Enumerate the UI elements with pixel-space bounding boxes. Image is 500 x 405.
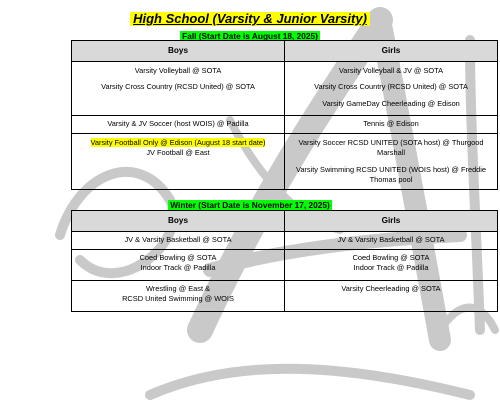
- cell-line: Indoor Track @ Padilla: [140, 263, 216, 273]
- table-row: [72, 116, 498, 134]
- fall-subtitle: Fall (Start Date is August 18, 2025): [182, 31, 318, 41]
- winter-table: [71, 210, 498, 312]
- winter-subtitle: Winter (Start Date is November 17, 2025): [170, 200, 330, 210]
- table-row: [72, 232, 498, 250]
- cell-line: Wrestling @ East &: [145, 284, 211, 293]
- cell-line: JV & Varsity Basketball @ SOTA: [337, 235, 445, 245]
- cell-line: Indoor Track @ Padilla: [353, 263, 429, 273]
- page-title: High School (Varsity & Junior Varsity): [130, 12, 370, 26]
- cell-line: Varsity Soccer RCSD UNITED (SOTA host) @ Thurgood Marshall: [298, 138, 484, 158]
- fall-row1-girls: [285, 62, 498, 116]
- fall-header-boys: Boys: [72, 41, 285, 62]
- fall-row2-girls: [285, 116, 498, 134]
- table-row: [72, 250, 498, 281]
- winter-header-row: [72, 211, 498, 232]
- table-row: [72, 134, 498, 190]
- winter-row3-boys: [72, 281, 285, 312]
- winter-row3-girls: [285, 281, 498, 312]
- table-row: [72, 281, 498, 312]
- cell-line: Tennis @ Edison: [363, 119, 419, 129]
- cell-line: Varsity Volleyball & JV @ SOTA: [338, 66, 444, 75]
- fall-table: [71, 40, 498, 190]
- winter-row1-girls: [285, 232, 498, 250]
- winter-row2-boys: [72, 250, 285, 281]
- fall-row3-girls: [285, 134, 498, 190]
- cell-line: Coed Bowling @ SOTA: [139, 253, 217, 262]
- cell-line: Varsity GameDay Cheerleading @ Edison: [322, 98, 460, 108]
- cell-line: Varsity Cross Country (RCSD United) @ SOTA: [101, 82, 255, 92]
- cell-line: RCSD United Swimming @ WOIS: [122, 294, 234, 304]
- cell-line: JV & Varsity Basketball @ SOTA: [124, 235, 232, 245]
- cell-line: Varsity Volleyball @ SOTA: [134, 66, 222, 75]
- cell-line: Coed Bowling @ SOTA: [352, 253, 430, 262]
- cell-line: Varsity & JV Soccer (host WOIS) @ Padilla: [107, 119, 249, 129]
- winter-row1-boys: [72, 232, 285, 250]
- fall-row1-boys: [72, 62, 285, 116]
- cell-line: Varsity Cross Country (RCSD United) @ SOTA: [314, 82, 468, 92]
- cell-line: JV Football @ East: [146, 148, 210, 158]
- winter-row2-girls: [285, 250, 498, 281]
- table-row: [72, 62, 498, 116]
- fall-header-row: [72, 41, 498, 62]
- winter-header-girls: Girls: [285, 211, 498, 232]
- highlighted-note: Varsity Football Only @ Edison (August 18 start date): [90, 138, 266, 147]
- winter-header-boys: Boys: [72, 211, 285, 232]
- cell-line: Varsity Swimming RCSD UNITED (WOIS host) @ Freddie Thomas pool: [295, 164, 487, 185]
- fall-row2-boys: [72, 116, 285, 134]
- cell-line: Varsity Cheerleading @ SOTA: [341, 284, 441, 293]
- fall-header-girls: Girls: [285, 41, 498, 62]
- fall-row3-boys: [72, 134, 285, 190]
